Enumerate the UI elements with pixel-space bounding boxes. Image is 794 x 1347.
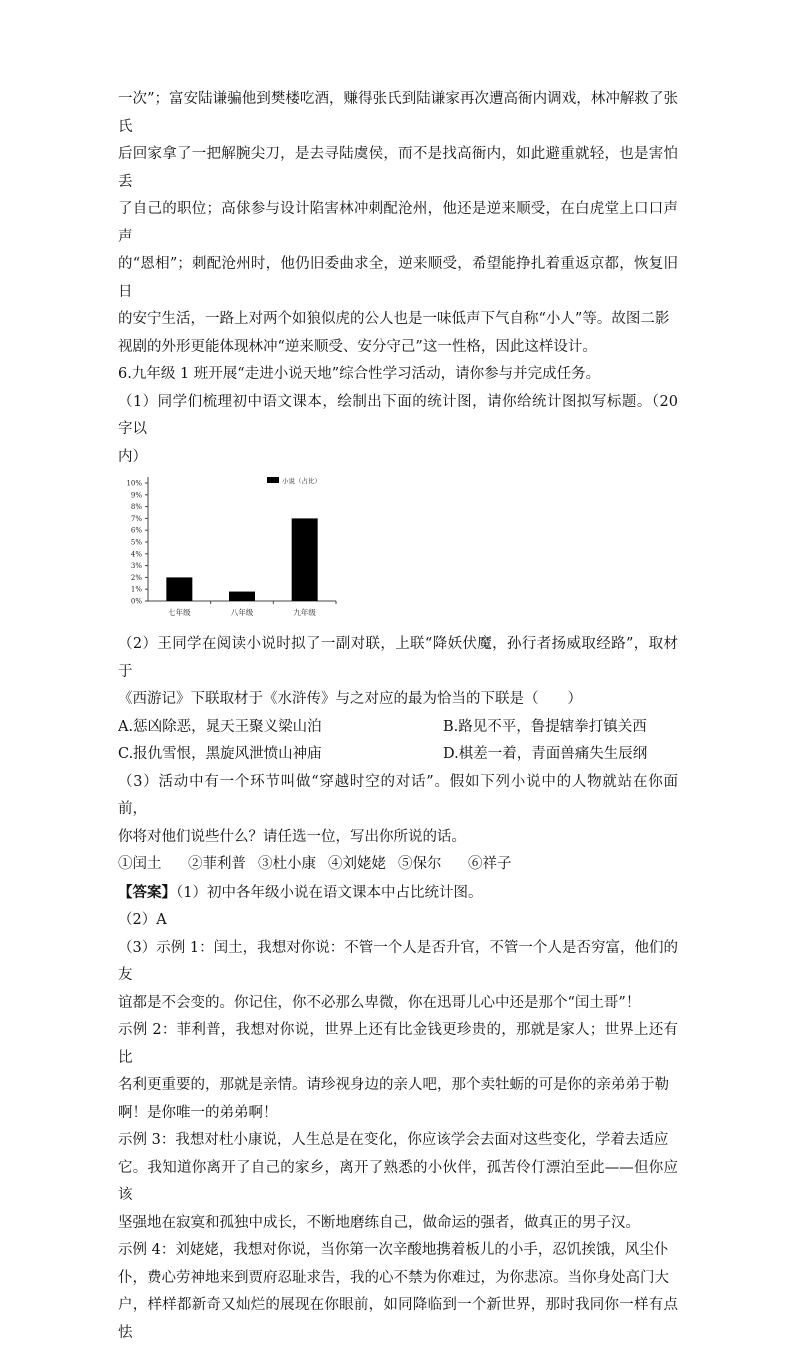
option-d: D.棋差一着，青面兽痛失生辰纲 (443, 741, 678, 769)
text-line: 视剧的外形更能体现林冲“逆来顺受、安分守己”这一性格，因此这样设计。 (118, 334, 678, 362)
text-line: 了自己的职位；高俅参与设计陷害林冲刺配沧州，他还是逆来顺受，在白虎堂上口口声声 (118, 196, 678, 251)
text-line: 的安宁生活，一路上对两个如狼似虎的公人也是一味低声下气自称“小人”等。故图二影 (118, 306, 678, 334)
bar-chart-svg (118, 473, 348, 623)
bar-chart (118, 473, 678, 631)
text-line: 仆，费心劳神地来到贾府忍耻求告，我的心不禁为你难过，为你悲凉。当你身处高门大 (118, 1265, 678, 1293)
y-tick-label: 9% (131, 491, 142, 499)
question-6-2-line: （2）王同学在阅读小说时拟了一副对联，上联“降妖伏魔，孙行者扬威取经路”，取材于 (118, 631, 678, 686)
text-line: 示例 2：菲利普，我想对你说，世界上还有比金钱更珍贵的，那就是家人；世界上还有比 (118, 1017, 678, 1072)
character-item: ⑤保尔 (398, 851, 468, 879)
analysis-paragraph (118, 86, 678, 361)
text-line: 谊都是不会变的。你记住，你不必那么卑微，你在迅哥儿心中还是那个“闰土哥”！ (118, 990, 678, 1018)
character-item: ④刘姥姥 (328, 851, 398, 879)
text-line: （3）示例 1：闰土，我想对你说：不管一个人是否升官，不管一个人是否穷富，他们的友 (118, 935, 678, 990)
x-tick-label: 七年级 (168, 607, 191, 617)
answer-1-text: （1）初中各年级小说在语文课本中占比统计图。 (176, 885, 482, 901)
character-item: ②菲利普 (188, 851, 258, 879)
y-tick-label: 1% (131, 586, 142, 594)
text-line: 它。我知道你离开了自己的家乡，离开了熟悉的小伙伴，孤苦伶仃漂泊至此——但你应该 (118, 1155, 678, 1210)
text-line: 名利更重要的，那就是亲情。请珍视身边的亲人吧，那个卖牡蛎的可是你的亲弟弟于勒 (118, 1072, 678, 1100)
answer-3 (118, 935, 678, 1347)
question-6-1-line: 内） (118, 444, 678, 472)
x-tick-label: 八年级 (231, 607, 254, 617)
character-item: ⑥祥子 (468, 851, 538, 879)
text-line: 一次”；富安陆谦骗他到樊楼吃酒，赚得张氏到陆谦家再次遭高衙内调戏，林冲解救了张氏 (118, 86, 678, 141)
document-page (118, 86, 678, 1347)
answer-2: （2）A (118, 907, 678, 935)
y-tick-label: 3% (131, 562, 142, 570)
text-line: 户，样样都新奇又灿烂的展现在你眼前，如同降临到一个新世界，那时我同你一样有点怯 (118, 1292, 678, 1347)
text-line: 示例 3：我想对杜小康说，人生总是在变化，你应该学会去面对这些变化，学着去适应 (118, 1127, 678, 1155)
y-tick-label: 6% (131, 527, 142, 535)
y-tick-label: 5% (131, 539, 142, 547)
question-6-title: 6.九年级 1 班开展“走进小说天地”综合性学习活动，请你参与并完成任务。 (118, 361, 678, 389)
option-c: C.报仇雪恨，黑旋风泄愤山神庙 (118, 741, 443, 769)
legend-label: 小说（占比） (282, 476, 321, 485)
answer-1 (118, 879, 678, 908)
y-tick-label: 10% (126, 480, 142, 488)
bar (292, 518, 318, 601)
y-tick-label: 7% (131, 515, 142, 523)
legend-swatch (267, 477, 279, 483)
character-item: ①闰土 (118, 851, 188, 879)
character-list (118, 851, 678, 879)
question-6-3-line: 你将对他们说些什么？请任选一位，写出你所说的话。 (118, 824, 678, 852)
x-tick-label: 九年级 (293, 607, 316, 617)
y-tick-label: 0% (131, 598, 142, 606)
question-6-1-line: （1）同学们梳理初中语文课本，绘制出下面的统计图，请你给统计图拟写标题。（20 字以 (118, 389, 678, 444)
option-a: A.惩凶除恶，晁天王聚义梁山泊 (118, 714, 443, 742)
text-line: 的“恩相”；刺配沧州时，他仍旧委曲求全，逆来顺受，希望能挣扎着重返京都，恢复旧日 (118, 251, 678, 306)
bar (229, 592, 255, 601)
text-line: 示例 4：刘姥姥，我想对你说，当你第一次辛酸地携着板儿的小手，忍饥挨饿，风尘仆 (118, 1237, 678, 1265)
character-item: ③杜小康 (258, 851, 328, 879)
text-line: 啊！是你唯一的弟弟啊！ (118, 1100, 678, 1128)
question-6-3-line: （3）活动中有一个环节叫做“穿越时空的对话”。假如下列小说中的人物就站在你面前， (118, 769, 678, 824)
bar (166, 577, 192, 601)
y-tick-label: 4% (131, 550, 142, 558)
text-line: 后回家拿了一把解腕尖刀，是去寻陆虞侯，而不是找高衙内，如此避重就轻，也是害怕丢 (118, 141, 678, 196)
y-tick-label: 2% (131, 574, 142, 582)
choice-options (118, 714, 678, 769)
text-line: 坚强地在寂寞和孤独中成长，不断地磨练自己，做命运的强者，做真正的男子汉。 (118, 1210, 678, 1238)
y-tick-label: 8% (131, 503, 142, 511)
option-b: B.路见不平，鲁提辖拳打镇关西 (443, 714, 678, 742)
question-6-2-line: 《西游记》下联取材于《水浒传》与之对应的最为恰当的下联是（ ） (118, 686, 678, 714)
answer-tag: 【答案】 (118, 884, 176, 901)
